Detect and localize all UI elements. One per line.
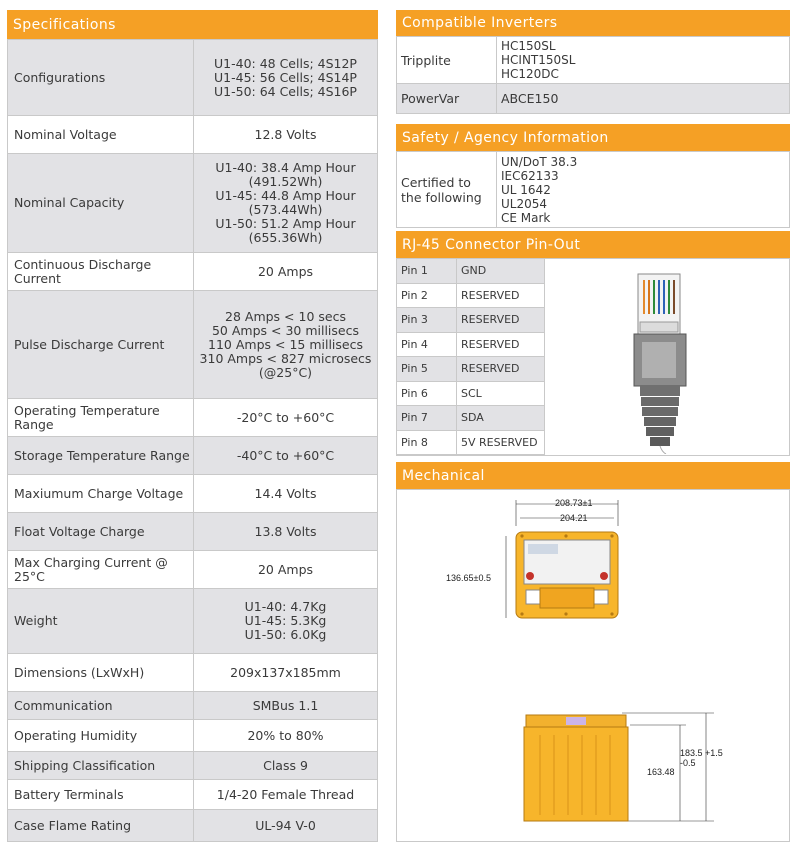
height-label: 163.48 — [647, 767, 675, 777]
pin-number: Pin 3 — [397, 308, 457, 333]
safety-label: Certified to the following — [397, 152, 497, 228]
pinout-header — [396, 231, 790, 258]
spec-label: Battery Terminals — [8, 780, 194, 810]
rj45-connector-icon — [620, 266, 704, 454]
spec-label: Operating Humidity — [8, 720, 194, 752]
table-row — [397, 357, 545, 382]
table-row — [8, 810, 378, 842]
spec-value: -40°C to +60°C — [194, 437, 378, 475]
table-row — [8, 692, 378, 720]
specifications-title: Specifications — [13, 16, 116, 33]
table-row — [397, 308, 545, 333]
spec-value: 20% to 80% — [194, 720, 378, 752]
spec-value: 209x137x185mm — [194, 654, 378, 692]
table-row — [397, 259, 545, 284]
pin-signal: 5V RESERVED — [457, 430, 545, 455]
table-row — [397, 84, 790, 114]
table-row — [8, 437, 378, 475]
safety-title: Safety / Agency Information — [402, 129, 609, 146]
inverter-models: ABCE150 — [497, 84, 790, 114]
spec-label: Continuous Discharge Current — [8, 253, 194, 291]
outer-width-label: 208.73±1 — [555, 498, 593, 508]
inverter-models: HC150SL HCINT150SL HC120DC — [497, 37, 790, 84]
spec-value: 12.8 Volts — [194, 116, 378, 154]
table-row — [8, 399, 378, 437]
spec-value: -20°C to +60°C — [194, 399, 378, 437]
table-row — [397, 332, 545, 357]
spec-label: Shipping Classification — [8, 752, 194, 780]
safety-list: UN/DoT 38.3 IEC62133 UL 1642 UL2054 CE Mark — [497, 152, 790, 228]
spec-label: Weight — [8, 589, 194, 654]
inverters-title: Compatible Inverters — [402, 15, 558, 31]
spec-label: Communication — [8, 692, 194, 720]
table-row — [8, 513, 378, 551]
spec-label: Case Flame Rating — [8, 810, 194, 842]
depth-label: 136.65±0.5 — [446, 573, 491, 583]
table-row — [8, 253, 378, 291]
inner-width-label: 204.21 — [560, 513, 588, 523]
spec-value: 28 Amps < 10 secs 50 Amps < 30 millisecs 110 Amps < 15 millisecs 310 Amps < 827 microsecs (@25°C) — [194, 291, 378, 399]
pin-signal: GND — [457, 259, 545, 284]
table-row — [8, 154, 378, 253]
table-row — [8, 40, 378, 116]
spec-value: 1/4-20 Female Thread — [194, 780, 378, 810]
safety-table — [396, 151, 790, 228]
spec-value: U1-40: 4.7Kg U1-45: 5.3Kg U1-50: 6.0Kg — [194, 589, 378, 654]
spec-value: 13.8 Volts — [194, 513, 378, 551]
table-row — [397, 283, 545, 308]
table-row — [8, 780, 378, 810]
pin-number: Pin 5 — [397, 357, 457, 382]
pin-number: Pin 7 — [397, 406, 457, 431]
spec-value: U1-40: 48 Cells; 4S12P U1-45: 56 Cells; 4S14P U1-50: 64 Cells; 4S16P — [194, 40, 378, 116]
pin-number: Pin 2 — [397, 283, 457, 308]
spec-label: Operating Temperature Range — [8, 399, 194, 437]
inverters-table — [396, 36, 790, 114]
spec-value: UL-94 V-0 — [194, 810, 378, 842]
spec-value: 14.4 Volts — [194, 475, 378, 513]
table-row — [8, 291, 378, 399]
table-row — [8, 475, 378, 513]
spec-label: Storage Temperature Range — [8, 437, 194, 475]
pin-signal: RESERVED — [457, 332, 545, 357]
spec-label: Max Charging Current @ 25°C — [8, 551, 194, 589]
spec-label: Configurations — [8, 40, 194, 116]
pin-number: Pin 6 — [397, 381, 457, 406]
height-tolerance-label: 183.5 +1.5 -0.5 — [680, 748, 723, 768]
table-row — [8, 551, 378, 589]
pin-signal: SCL — [457, 381, 545, 406]
table-row — [8, 720, 378, 752]
specifications-table — [7, 39, 378, 842]
table-row — [8, 654, 378, 692]
spec-value: SMBus 1.1 — [194, 692, 378, 720]
pin-signal: SDA — [457, 406, 545, 431]
pin-signal: RESERVED — [457, 308, 545, 333]
spec-value: 20 Amps — [194, 253, 378, 291]
spec-label: Nominal Voltage — [8, 116, 194, 154]
pin-signal: RESERVED — [457, 283, 545, 308]
safety-header — [396, 124, 790, 151]
specifications-header — [7, 10, 378, 39]
spec-label: Maxiumum Charge Voltage — [8, 475, 194, 513]
pinout-title: RJ-45 Connector Pin-Out — [402, 236, 581, 253]
spec-value: 20 Amps — [194, 551, 378, 589]
spec-label: Float Voltage Charge — [8, 513, 194, 551]
battery-side-view-drawing — [500, 705, 730, 835]
table-row — [8, 116, 378, 154]
table-row — [8, 589, 378, 654]
table-row — [397, 430, 545, 455]
inverter-brand: Tripplite — [397, 37, 497, 84]
mechanical-title: Mechanical — [402, 467, 485, 484]
spec-label: Nominal Capacity — [8, 154, 194, 253]
table-row — [397, 37, 790, 84]
table-row — [397, 381, 545, 406]
table-row — [8, 752, 378, 780]
table-row — [397, 152, 790, 228]
pin-number: Pin 1 — [397, 259, 457, 284]
pin-number: Pin 8 — [397, 430, 457, 455]
spec-label: Pulse Discharge Current — [8, 291, 194, 399]
pin-number: Pin 4 — [397, 332, 457, 357]
table-row — [397, 406, 545, 431]
mechanical-header — [396, 462, 790, 489]
pinout-table — [396, 258, 545, 455]
spec-value: U1-40: 38.4 Amp Hour (491.52Wh) U1-45: 44.8 Amp Hour (573.44Wh) U1-50: 51.2 Amp Hour (655.36Wh) — [194, 154, 378, 253]
spec-value: Class 9 — [194, 752, 378, 780]
inverter-brand: PowerVar — [397, 84, 497, 114]
spec-label: Dimensions (LxWxH) — [8, 654, 194, 692]
inverters-header — [396, 10, 790, 36]
pin-signal: RESERVED — [457, 357, 545, 382]
